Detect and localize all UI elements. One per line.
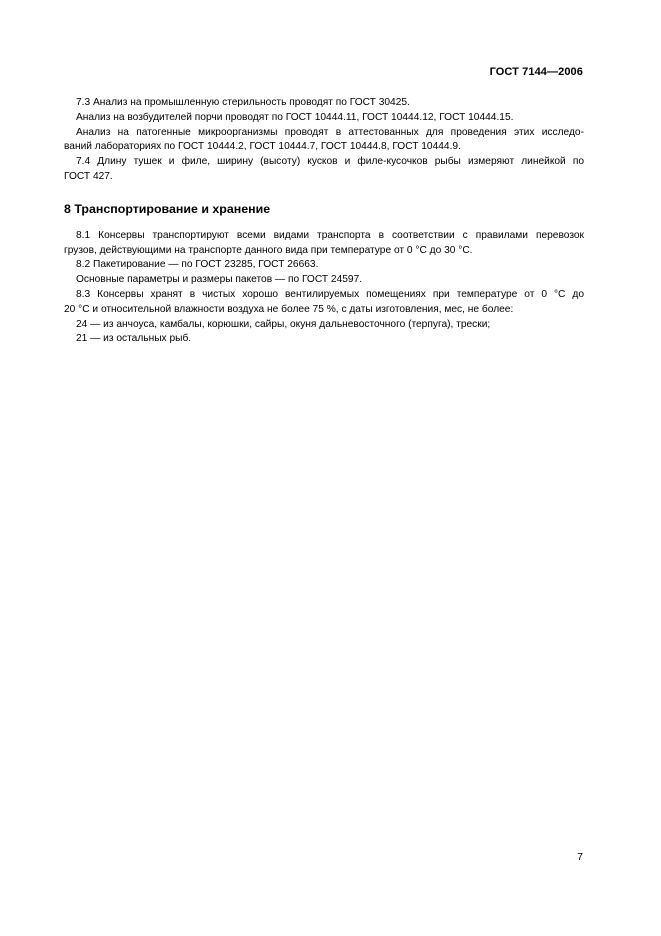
page-number: 7 xyxy=(577,851,583,863)
document-header-standard: ГОСТ 7144—2006 xyxy=(489,66,583,78)
paragraph-package-parameters: Основные параметры и размеры пакетов — по ГОСТ 24597. xyxy=(76,274,363,286)
document-body xyxy=(64,96,584,347)
paragraph-pathogen-analysis-line1: Анализ на патогенные микроорганизмы проводят в аттестованных для проведения этих исследо- xyxy=(76,126,584,138)
paragraph-storage-24-months: 24 — из анчоуса, камбалы, корюшки, сайры, окуня дальневосточного (терпуга), трески; xyxy=(76,318,491,330)
paragraph-storage-21-months: 21 — из остальных рыб. xyxy=(76,333,192,345)
section-7-text xyxy=(64,96,584,185)
section-8-heading: 8 Транспортирование и хранение xyxy=(64,201,271,216)
paragraph-spoilage-analysis: Анализ на возбудителей порчи проводят по ГОСТ 10444.11, ГОСТ 10444.12, ГОСТ 10444.15. xyxy=(76,111,514,123)
paragraph-8-3-line2: 20 °С и относительной влажности воздуха не более 75 %, с даты изготовления, мес, не более: xyxy=(64,303,514,315)
paragraph-8-3-line1: 8.3 Консервы хранят в чистых хорошо вентилируемых помещениях при температуре от 0 °С до xyxy=(76,288,584,300)
paragraph-8-2: 8.2 Пакетирование — по ГОСТ 23285, ГОСТ 26663. xyxy=(76,259,319,271)
paragraph-8-1-line2: грузов, действующими на транспорте данного вида при температуре от 0 °С до 30 °С. xyxy=(64,244,473,256)
paragraph-8-1-line1: 8.1 Консервы транспортируют всеми видами транспорта в соответствии с правилами перевозок xyxy=(76,229,584,241)
paragraph-7-4-line2: ГОСТ 427. xyxy=(64,170,113,182)
section-8-text xyxy=(64,229,584,347)
paragraph-7-4-line1: 7.4 Длину тушек и филе, ширину (высоту) кусков и филе-кусочков рыбы измеряют линейкой по xyxy=(76,156,584,168)
paragraph-7-3: 7.3 Анализ на промышленную стерильность проводят по ГОСТ 30425. xyxy=(76,97,410,108)
paragraph-pathogen-analysis-line2: ваний лабораториях по ГОСТ 10444.2, ГОСТ 10444.7, ГОСТ 10444.8, ГОСТ 10444.9. xyxy=(64,141,461,153)
